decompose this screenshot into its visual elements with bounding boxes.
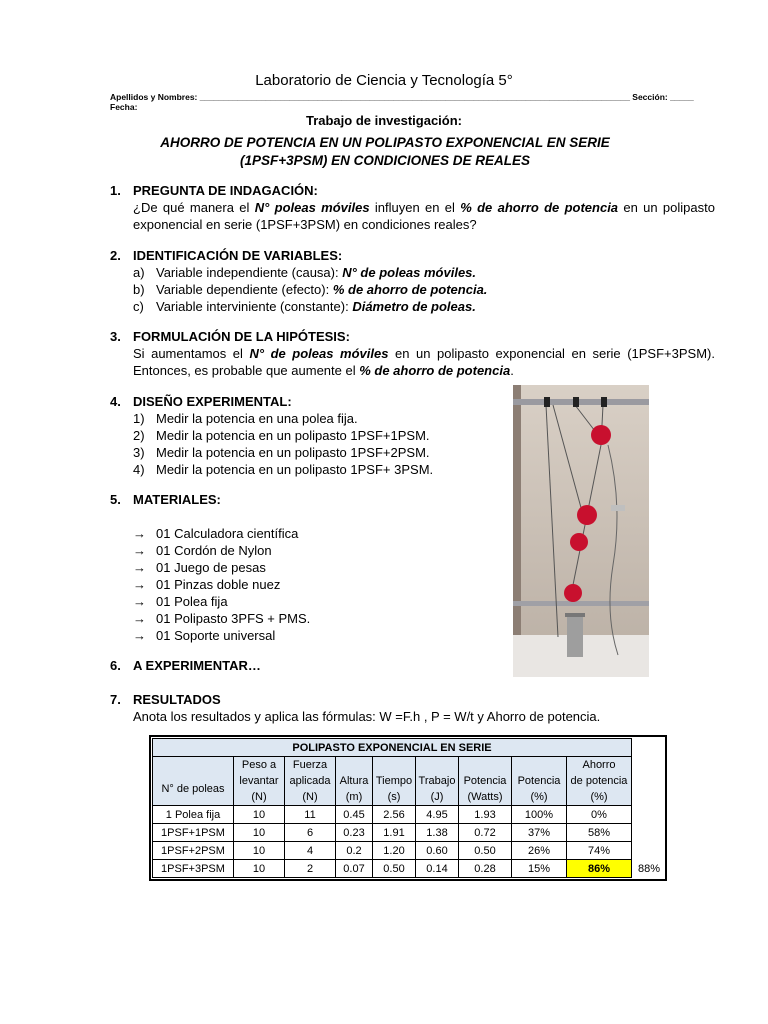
table-cell: 0.14 [416, 860, 459, 878]
work-type: Trabajo de investigación: [305, 113, 463, 128]
table-cell: 0.45 [336, 806, 373, 824]
design-step: 2) Medir la potencia en un polipasto 1PSF+1PSM. [133, 428, 430, 443]
hypothesis-text: Si aumentamos el N° de poleas móviles en un polipasto exponencial en serie (1PSF+3PSM). Entonces, es probable que aumente el % de ahorro de potencia. [133, 346, 715, 378]
section-heading: MATERIALES: [133, 492, 221, 507]
table-cell: 10 [234, 824, 285, 842]
design-step: 3) Medir la potencia en un polipasto 1PSF+2PSM. [133, 445, 430, 460]
table-row [153, 824, 665, 842]
section-number: 7. [110, 692, 121, 707]
table-title: POLIPASTO EXPONENCIAL EN SERIE [153, 739, 632, 757]
table-cell: 74% [567, 842, 632, 860]
lab-title: Laboratorio de Ciencia y Tecnología 5° [255, 72, 513, 89]
material-item: → 01 Calculadora científica [133, 526, 299, 541]
material-item: → 01 Polea fija [133, 594, 228, 609]
section-experiment [110, 657, 500, 674]
table-cell: 2 [285, 860, 336, 878]
section-heading: A EXPERIMENTAR… [133, 658, 261, 673]
table-cell: 1PSF+2PSM [153, 842, 234, 860]
arrow-icon: → [133, 611, 146, 626]
section-number: 5. [110, 492, 121, 507]
material-item: → 01 Polipasto 3PFS + PMS. [133, 611, 311, 626]
section-number: 4. [110, 394, 121, 409]
material-item: → 01 Cordón de Nylon [133, 543, 272, 558]
table-cell: 4 [285, 842, 336, 860]
table-title-row [153, 739, 665, 757]
table-cell: 0.60 [416, 842, 459, 860]
table-cell: 1.38 [416, 824, 459, 842]
table-cell: 1.91 [373, 824, 416, 842]
variable-item: a) Variable independiente (causa): N° de poleas móviles. [133, 265, 477, 280]
col-header: Peso a levantar (N) [234, 757, 285, 806]
material-item: → 01 Pinzas doble nuez [133, 577, 281, 592]
col-header: Tiempo (s) [373, 757, 416, 806]
arrow-icon: → [133, 628, 146, 643]
arrow-icon: → [133, 543, 146, 558]
results-table [152, 738, 664, 878]
highlighted-cell: 86% [567, 860, 632, 878]
table-cell: 0.23 [336, 824, 373, 842]
section-heading: RESULTADOS [133, 692, 221, 707]
table-cell: 0.2 [336, 842, 373, 860]
table-header-row [153, 757, 665, 806]
section-question [110, 182, 715, 233]
table-cell: 0.07 [336, 860, 373, 878]
table-row [153, 842, 665, 860]
outside-value: 88% [638, 862, 661, 875]
table-row [153, 806, 665, 824]
section-materials [110, 491, 500, 644]
col-header: N° de poleas [153, 757, 234, 806]
pulley-apparatus-illustration [513, 385, 649, 677]
col-header: Potencia (Watts) [459, 757, 512, 806]
section-hypothesis [110, 328, 715, 379]
table-cell: 0.50 [373, 860, 416, 878]
table-cell: 58% [567, 824, 632, 842]
table-cell: 11 [285, 806, 336, 824]
table-cell: 100% [512, 806, 567, 824]
date-field: Fecha: [110, 102, 138, 112]
table-cell: 1.20 [373, 842, 416, 860]
section-number: 3. [110, 329, 121, 344]
design-step: 4) Medir la potencia en un polipasto 1PSF+ 3PSM. [133, 462, 434, 477]
table-cell: 0% [567, 806, 632, 824]
results-table-frame [149, 735, 667, 881]
table-cell: 10 [234, 806, 285, 824]
col-header: Fuerza aplicada (N) [285, 757, 336, 806]
section-heading: IDENTIFICACIÓN DE VARIABLES: [133, 248, 343, 263]
arrow-icon: → [133, 560, 146, 575]
main-title: AHORRO DE POTENCIA EN UN POLIPASTO EXPONENCIAL EN SERIE (1PSF+3PSM) EN CONDICIONES DE REALES [160, 135, 610, 168]
col-header: Ahorro de potencia (%) [567, 757, 632, 806]
table-cell: 37% [512, 824, 567, 842]
section-heading: DISEÑO EXPERIMENTAL: [133, 394, 292, 409]
arrow-icon: → [133, 526, 146, 541]
col-header: Trabajo (J) [416, 757, 459, 806]
variable-item: c) Variable interviniente (constante): Diámetro de poleas. [133, 299, 476, 314]
name-field: Apellidos y Nombres: ___________________________________________________________________________________________ Sección: _____ [110, 92, 694, 102]
table-row [153, 860, 665, 878]
table-cell: 10 [234, 842, 285, 860]
table-cell: 2.56 [373, 806, 416, 824]
table-cell: 15% [512, 860, 567, 878]
results-instructions: Anota los resultados y aplica las fórmulas: W =F.h , P = W/t y Ahorro de potencia. [133, 709, 601, 724]
material-item: → 01 Juego de pesas [133, 560, 266, 575]
material-item: → 01 Soporte universal [133, 628, 276, 643]
table-cell: 26% [512, 842, 567, 860]
col-header: Altura (m) [336, 757, 373, 806]
question-text: ¿De qué manera el N° poleas móviles influyen en el % de ahorro de potencia en un polipasto exponencial en serie (1PSF+3PSM) en condiciones reales? [133, 200, 715, 232]
table-cell: 6 [285, 824, 336, 842]
section-number: 1. [110, 183, 121, 198]
pulley-apparatus-photo [513, 385, 649, 677]
table-cell: 1PSF+3PSM [153, 860, 234, 878]
table-cell: 1.93 [459, 806, 512, 824]
arrow-icon: → [133, 594, 146, 609]
table-cell: 1 Polea fija [153, 806, 234, 824]
table-cell: 1PSF+1PSM [153, 824, 234, 842]
section-number: 6. [110, 658, 121, 673]
table-cell: 4.95 [416, 806, 459, 824]
table-cell: 0.28 [459, 860, 512, 878]
table-cell: 0.50 [459, 842, 512, 860]
design-step: 1) Medir la potencia en una polea fija. [133, 411, 358, 426]
section-heading: FORMULACIÓN DE LA HIPÓTESIS: [133, 329, 350, 344]
table-cell: 0.72 [459, 824, 512, 842]
variable-item: b) Variable dependiente (efecto): % de ahorro de potencia. [133, 282, 488, 297]
col-header: Potencia (%) [512, 757, 567, 806]
section-variables [110, 247, 715, 315]
section-results [110, 691, 715, 725]
section-number: 2. [110, 248, 121, 263]
table-cell: 10 [234, 860, 285, 878]
section-heading: PREGUNTA DE INDAGACIÓN: [133, 183, 318, 198]
arrow-icon: → [133, 577, 146, 592]
section-design [110, 393, 500, 478]
